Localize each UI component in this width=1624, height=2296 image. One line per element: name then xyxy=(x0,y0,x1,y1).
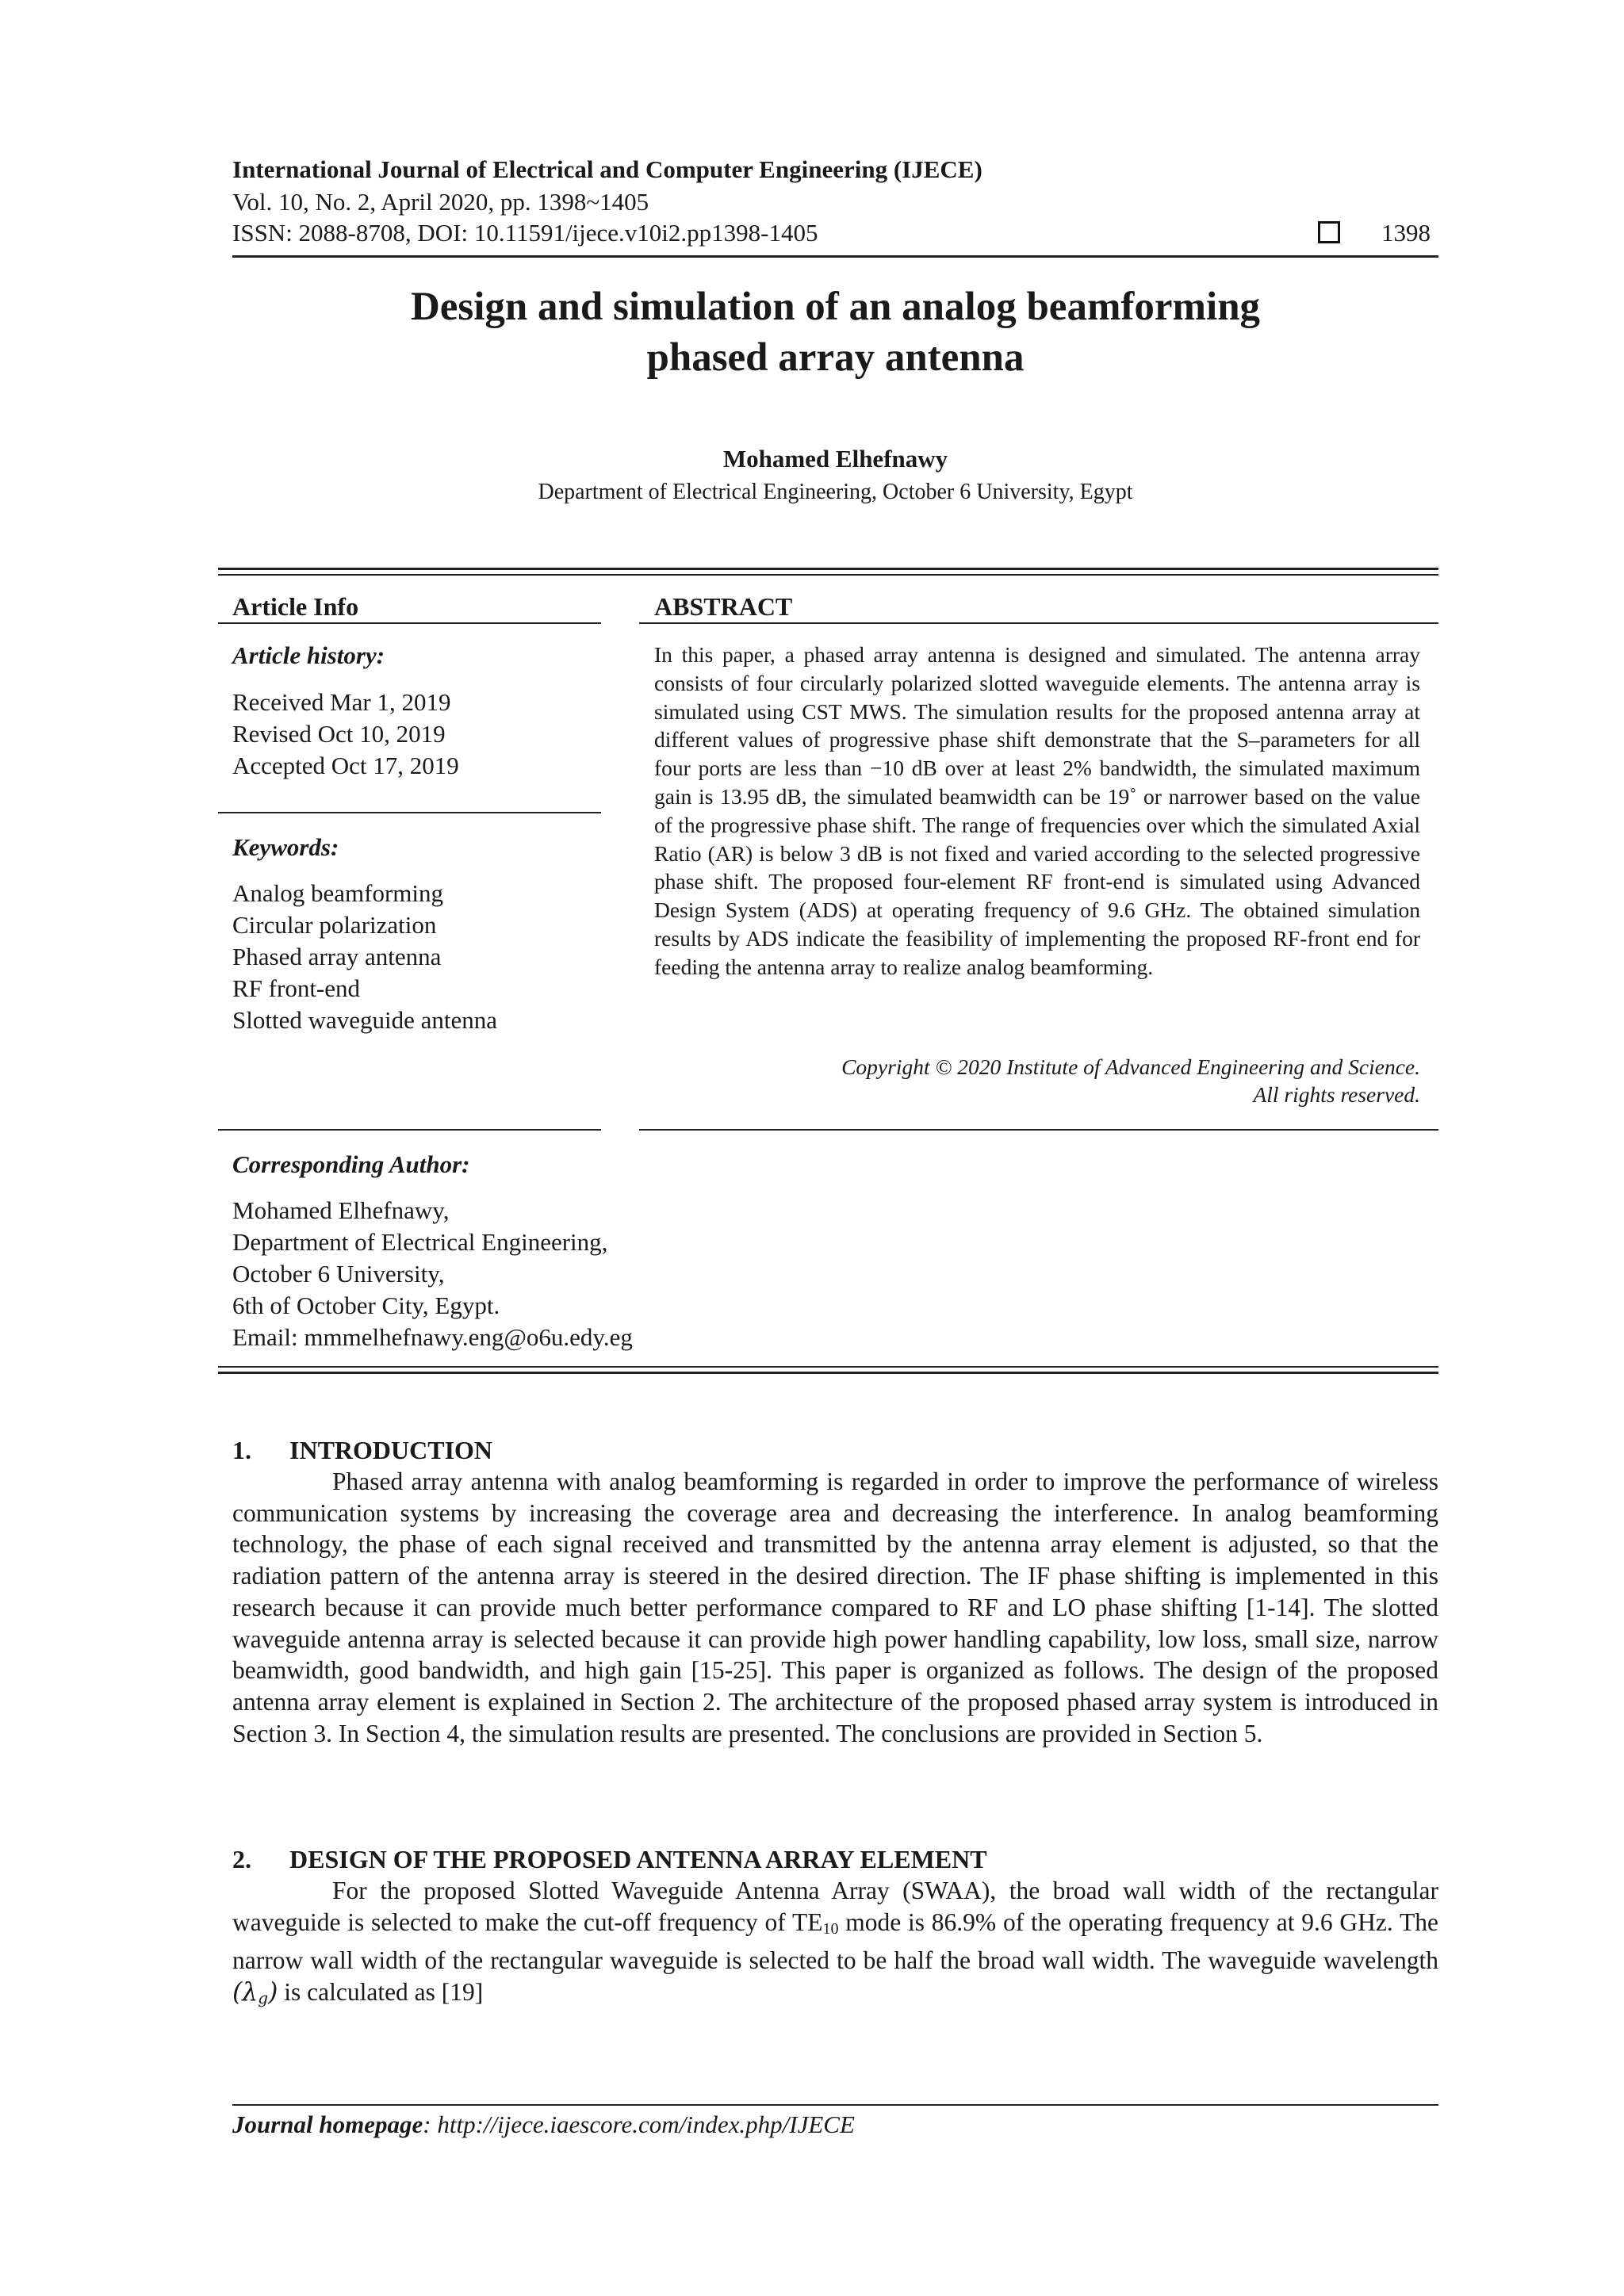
keywords-list xyxy=(232,878,497,1036)
footer-rule xyxy=(232,2104,1438,2106)
abstract-bottom-rule xyxy=(639,1129,1438,1131)
history-accepted: Accepted Oct 17, 2019 xyxy=(232,752,459,779)
journal-issn: ISSN: 2088-8708, DOI: 10.11591/ijece.v10i2.pp1398-1405 xyxy=(232,219,818,247)
info-box-top-rule xyxy=(218,568,1438,570)
page-number: 1398 xyxy=(1381,219,1431,247)
section-2-number: 2. xyxy=(232,1845,251,1873)
journal-volume: Vol. 10, No. 2, April 2020, pp. 1398~1405 xyxy=(232,188,649,216)
corresponding-line: Mohamed Elhefnawy, xyxy=(232,1196,450,1224)
title-line-2: phased array antenna xyxy=(646,335,1025,380)
info-box-bottom-rule xyxy=(218,1366,1438,1368)
journal-homepage xyxy=(232,2109,855,2141)
abstract-text: In this paper, a phased array antenna is designed and simulated. The antenna array consists of four circularly polarized slotted waveguide elements. The antenna array is simulated using CST MWS. The simulation results for the proposed antenna array at different values of progressive phase shift demonstrate that the S–parameters for all four ports are less than −10 dB over at least 2% bandwidth, the simulated maximum gain is 13.95 dB, the simulated beamwidth can be 19˚ or narrower based on the value of the progressive phase shift. The range of frequencies over which the simulated Axial Ratio (AR) is below 3 dB is not fixed and varied according to the selected progressive phase shift. The proposed four-element RF front-end is simulated using Advanced Design System (ADS) at operating frequency of 9.6 GHz. The obtained simulation results by ADS indicate the feasibility of implementing the proposed RF-front end for feeding the antenna array to realize analog beamforming. xyxy=(654,642,1420,979)
keyword-item: Analog beamforming xyxy=(232,879,444,907)
paper-title xyxy=(232,281,1438,383)
info-box-bottom-rule-2 xyxy=(218,1372,1438,1374)
corresponding-line: 6th of October City, Egypt. xyxy=(232,1292,500,1319)
article-info-rule xyxy=(218,622,601,624)
corresponding-line: October 6 University, xyxy=(232,1260,445,1288)
article-history-list xyxy=(232,687,459,782)
article-info-heading: Article Info xyxy=(232,592,359,621)
section-2-heading xyxy=(232,1843,987,1875)
section-2-text-a: For the proposed Slotted Waveguide Antenna Array (SWAA), the broad wall width of the rectangular waveguide is selected to make the cut-off frequency of TE xyxy=(232,1877,1438,1936)
lambda-char: λ xyxy=(242,1978,259,2007)
title-line-1: Design and simulation of an analog beamforming xyxy=(410,285,1261,329)
homepage-url[interactable]: : http://ijece.iaescore.com/index.php/IJECE xyxy=(423,2110,855,2138)
keyword-item: Circular polarization xyxy=(232,911,437,939)
lambda-symbol: $(\lambda_g)$ xyxy=(232,1978,278,2008)
lambda-subscript: g xyxy=(258,1988,269,2008)
copyright-notice xyxy=(654,1053,1420,1108)
te-subscript: 10 xyxy=(822,1919,839,1938)
keywords-heading: Keywords: xyxy=(232,833,339,861)
section-2-title: DESIGN OF THE PROPOSED ANTENNA ARRAY ELEMENT xyxy=(289,1845,987,1873)
author-name: Mohamed Elhefnawy xyxy=(722,445,948,473)
author-affiliation: Department of Electrical Engineering, October 6 University, Egypt xyxy=(538,480,1133,504)
keyword-item: Slotted waveguide antenna xyxy=(232,1006,498,1034)
corresponding-heading: Corresponding Author: xyxy=(232,1150,470,1178)
keyword-item: RF front-end xyxy=(232,974,361,1002)
info-box-top-rule-2 xyxy=(218,574,1438,576)
section-1-title: INTRODUCTION xyxy=(289,1436,493,1464)
section-2-text-b: mode is 86.9% of the operating frequency at 9.6 GHz. The narrow wall width of the rectangular waveguide is selected to be half the broad wall width. The waveguide wavelength xyxy=(232,1908,1438,1975)
header-rule xyxy=(232,255,1438,258)
history-rule xyxy=(218,812,601,813)
section-1-number: 1. xyxy=(232,1436,251,1464)
article-history-heading: Article history: xyxy=(232,641,385,669)
corresponding-email: Email: mmmelhefnawy.eng@o6u.edy.eg xyxy=(232,1323,633,1351)
copyright-line-2: All rights reserved. xyxy=(1253,1082,1420,1107)
corresponding-line: Department of Electrical Engineering, xyxy=(232,1228,608,1256)
copyright-line-1: Copyright © 2020 Institute of Advanced Engineering and Science. xyxy=(841,1054,1420,1079)
keyword-item: Phased array antenna xyxy=(232,943,442,970)
section-2-paragraph xyxy=(232,1875,1438,2015)
history-revised: Revised Oct 10, 2019 xyxy=(232,720,446,748)
journal-name: International Journal of Electrical and Computer Engineering (IJECE) xyxy=(232,155,982,183)
section-2-text-c: is calculated as [19] xyxy=(278,1978,484,2007)
abstract-rule xyxy=(639,622,1438,624)
section-1-heading xyxy=(232,1434,492,1466)
section-1-paragraph: Phased array antenna with analog beamforming is regarded in order to improve the performance of wireless communication systems by increasing the coverage area and decreasing the interference. In analog beamforming technology, the phase of each signal received and transmitted by the antenna array element is adjusted, so that the radiation pattern of the antenna array is steered in the desired direction. The IF phase shifting is implemented in this research because it can provide much better performance compared to RF and LO phase shifting [1-14]. The slotted waveguide antenna array is selected because it can provide high power handling capability, low loss, small size, narrow beamwidth, good bandwidth, and high gain [15-25]. This paper is organized as follows. The design of the proposed antenna array element is explained in Section 2. The architecture of the proposed phased array system is introduced in Section 3. In Section 4, the simulation results are presented. The conclusions are provided in Section 5. xyxy=(232,1468,1438,1747)
abstract-heading: ABSTRACT xyxy=(654,592,793,621)
keywords-rule xyxy=(218,1129,601,1131)
corresponding-details xyxy=(232,1195,633,1353)
checkbox-icon xyxy=(1318,221,1340,243)
history-received: Received Mar 1, 2019 xyxy=(232,688,451,716)
homepage-label: Journal homepage xyxy=(232,2110,423,2138)
